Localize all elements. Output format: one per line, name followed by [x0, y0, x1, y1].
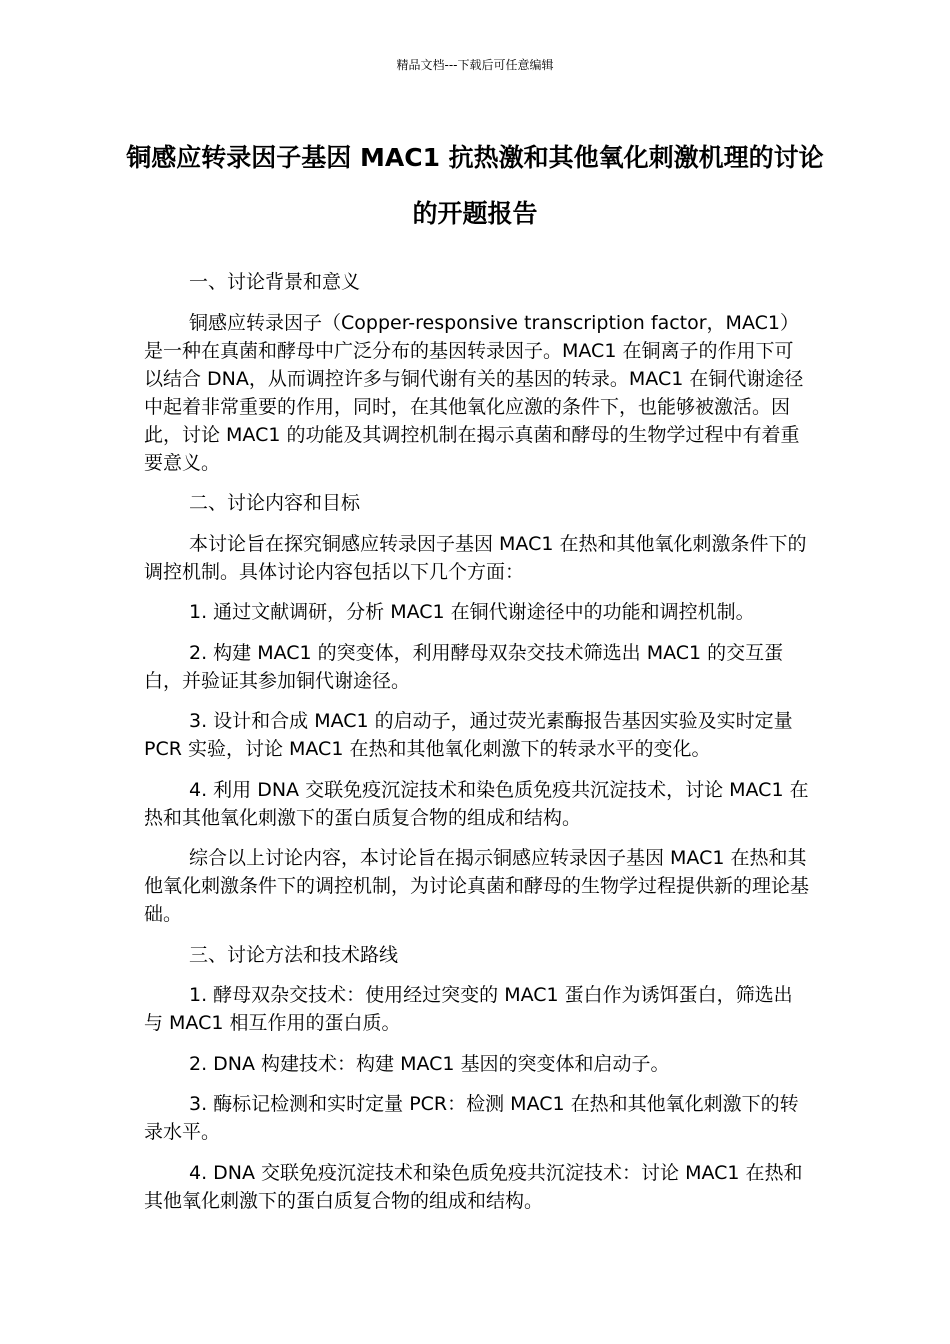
paragraph-content-summary: 综合以上讨论内容，本讨论旨在揭示铜感应转录因子基因 MAC1 在热和其他氧化刺激条件下的调控机制，为讨论真菌和酵母的生物学过程提供新的理论基础。: [144, 847, 810, 925]
list-item-content-4: 4. 利用 DNA 交联免疫沉淀技术和染色质免疫共沉淀技术，讨论 MAC1 在热和其他氧化刺激下的蛋白质复合物的组成和结构。: [144, 778, 809, 829]
list-item-content-1: 1. 通过文献调研，分析 MAC1 在铜代谢途径中的功能和调控机制。: [189, 601, 755, 623]
document-body: [144, 268, 810, 1227]
document-title: 铜感应转录因子基因 MAC1 抗热激和其他氧化刺激机理的讨论的开题报告: [126, 143, 824, 228]
list-item-methods-1: 1. 酵母双杂交技术：使用经过突变的 MAC1 蛋白作为诱饵蛋白，筛选出与 MAC1 相互作用的蛋白质。: [144, 984, 793, 1034]
section-heading-methods: 三、讨论方法和技术路线: [189, 943, 399, 966]
list-item-methods-3: 3. 酶标记检测和实时定量 PCR：检测 MAC1 在热和其他氧化刺激下的转录水平。: [144, 1093, 799, 1143]
list-item-content-3: 3. 设计和合成 MAC1 的启动子，通过荧光素酶报告基因实验及实时定量 PCR 实验，讨论 MAC1 在热和其他氧化刺激下的转录水平的变化。: [144, 710, 793, 760]
list-item-content-2: 2. 构建 MAC1 的突变体，利用酵母双杂交技术筛选出 MAC1 的交互蛋白，并验证其参加铜代谢途径。: [144, 641, 784, 692]
header-note: 精品文档---下载后可任意编辑: [396, 58, 554, 72]
paragraph-background: 铜感应转录因子（Copper-responsive transcription factor，MAC1）是一种在真菌和酵母中广泛分布的基因转录因子。MAC1 在铜离子的作用下可以结合 DNA，从而调控许多与铜代谢有关的基因的转录。MAC1 在铜代谢途径中起着非常重要的作用，同时，在其他氧化应激的条件下，也能够被激活。因此，讨论 MAC1 的功能及其调控机制在揭示真菌和酵母的生物学过程中有着重要意义。: [144, 311, 804, 474]
list-item-methods-4: 4. DNA 交联免疫沉淀技术和染色质免疫共沉淀技术：讨论 MAC1 在热和其他氧化刺激下的蛋白质复合物的组成和结构。: [144, 1161, 803, 1212]
section-heading-content: 二、讨论内容和目标: [189, 492, 361, 514]
paragraph-content-intro: 本讨论旨在探究铜感应转录因子基因 MAC1 在热和其他氧化刺激条件下的调控机制。具体讨论内容包括以下几个方面：: [144, 532, 807, 583]
list-item-methods-2: 2. DNA 构建技术：构建 MAC1 基因的突变体和启动子。: [189, 1052, 670, 1075]
section-heading-background: 一、讨论背景和意义: [189, 271, 361, 293]
